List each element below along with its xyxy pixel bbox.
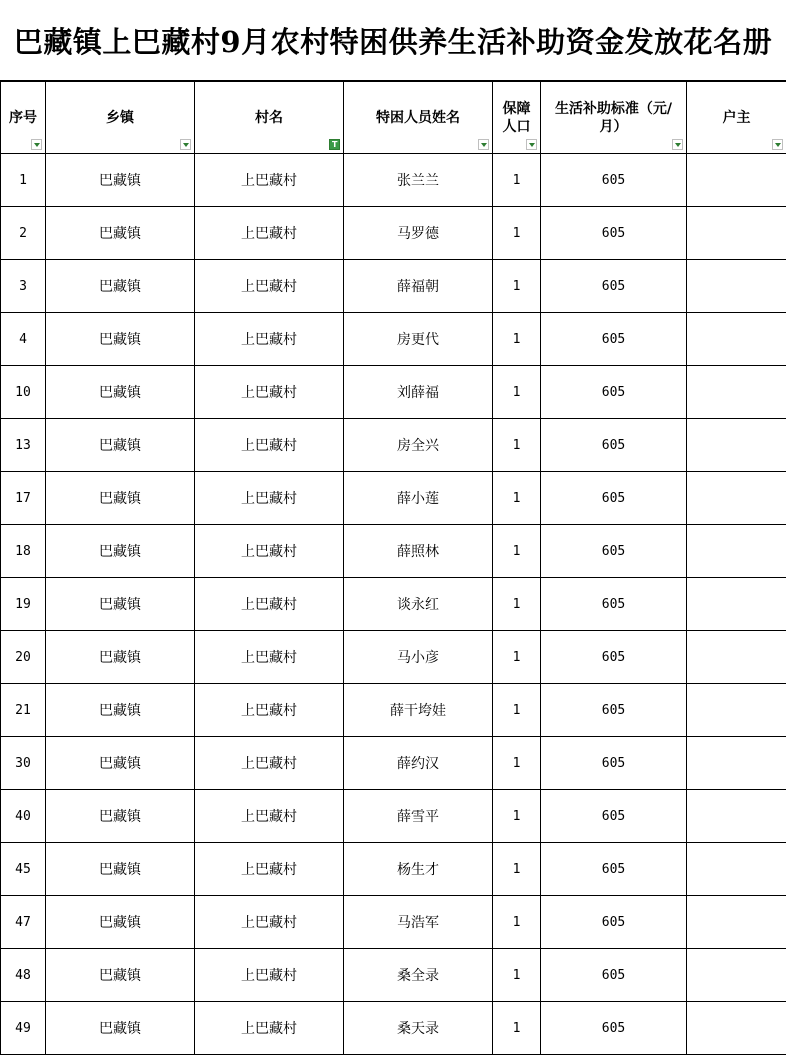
town-cell[interactable]: 巴藏镇 (46, 843, 195, 896)
standard-cell[interactable]: 605 (541, 949, 687, 1002)
town-cell[interactable]: 巴藏镇 (46, 366, 195, 419)
town-cell[interactable]: 巴藏镇 (46, 578, 195, 631)
village-cell[interactable]: 上巴藏村 (195, 737, 344, 790)
table-row (1, 207, 786, 260)
town-cell[interactable]: 巴藏镇 (46, 419, 195, 472)
name-cell[interactable]: 薛福朝 (344, 260, 493, 313)
page-title: 巴藏镇上巴藏村9月农村特困供养生活补助资金发放花名册 (0, 0, 786, 81)
column-label: 特困人员姓名 (344, 109, 492, 127)
town-cell[interactable]: 巴藏镇 (46, 313, 195, 366)
head-cell[interactable] (687, 631, 786, 684)
head-cell[interactable] (687, 1002, 786, 1055)
town-cell[interactable]: 巴藏镇 (46, 207, 195, 260)
head-cell[interactable] (687, 790, 786, 843)
village-cell[interactable]: 上巴藏村 (195, 1002, 344, 1055)
head-cell[interactable] (687, 313, 786, 366)
head-cell[interactable] (687, 154, 786, 207)
name-cell[interactable]: 马浩军 (344, 896, 493, 949)
seq-cell[interactable]: 48 (1, 949, 46, 1002)
town-cell[interactable]: 巴藏镇 (46, 896, 195, 949)
name-cell[interactable]: 马罗德 (344, 207, 493, 260)
name-header (344, 82, 493, 154)
people-cell[interactable]: 1 (493, 472, 541, 525)
standard-cell[interactable]: 605 (541, 313, 687, 366)
village-cell[interactable]: 上巴藏村 (195, 207, 344, 260)
table-row (1, 896, 786, 949)
town-header (46, 82, 195, 154)
head-cell[interactable] (687, 472, 786, 525)
people-cell[interactable]: 1 (493, 684, 541, 737)
filter-dropdown-icon[interactable] (478, 139, 489, 150)
table-row (1, 525, 786, 578)
table-row (1, 790, 786, 843)
village-cell[interactable]: 上巴藏村 (195, 843, 344, 896)
seq-cell[interactable]: 19 (1, 578, 46, 631)
column-label: 保障人口 (493, 100, 540, 136)
head-cell[interactable] (687, 419, 786, 472)
town-cell[interactable]: 巴藏镇 (46, 525, 195, 578)
people-cell[interactable]: 1 (493, 737, 541, 790)
table-row (1, 949, 786, 1002)
standard-cell[interactable]: 605 (541, 790, 687, 843)
seq-cell[interactable]: 13 (1, 419, 46, 472)
seq-cell[interactable]: 4 (1, 313, 46, 366)
village-cell[interactable]: 上巴藏村 (195, 896, 344, 949)
village-cell[interactable]: 上巴藏村 (195, 525, 344, 578)
people-cell[interactable]: 1 (493, 260, 541, 313)
people-cell[interactable]: 1 (493, 154, 541, 207)
head-cell[interactable] (687, 525, 786, 578)
standard-cell[interactable]: 605 (541, 896, 687, 949)
standard-cell[interactable]: 605 (541, 260, 687, 313)
filter-dropdown-icon[interactable] (31, 139, 42, 150)
table-row (1, 578, 786, 631)
seq-cell[interactable]: 18 (1, 525, 46, 578)
standard-cell[interactable]: 605 (541, 737, 687, 790)
town-cell[interactable]: 巴藏镇 (46, 472, 195, 525)
village-cell[interactable]: 上巴藏村 (195, 684, 344, 737)
table-row (1, 366, 786, 419)
table-row (1, 843, 786, 896)
name-cell[interactable]: 桑天录 (344, 1002, 493, 1055)
filter-applied-icon[interactable] (329, 139, 340, 150)
seq-header (1, 82, 46, 154)
seq-cell[interactable]: 10 (1, 366, 46, 419)
table-row (1, 260, 786, 313)
standard-cell[interactable]: 605 (541, 631, 687, 684)
seq-cell[interactable]: 1 (1, 154, 46, 207)
town-cell[interactable]: 巴藏镇 (46, 790, 195, 843)
table-body (1, 154, 786, 1055)
filter-dropdown-icon[interactable] (772, 139, 783, 150)
village-cell[interactable]: 上巴藏村 (195, 366, 344, 419)
column-label: 户主 (687, 109, 786, 127)
standard-header (541, 82, 687, 154)
people-cell[interactable]: 1 (493, 525, 541, 578)
standard-cell[interactable]: 605 (541, 154, 687, 207)
village-cell[interactable]: 上巴藏村 (195, 790, 344, 843)
table-row (1, 472, 786, 525)
head-cell[interactable] (687, 578, 786, 631)
name-cell[interactable]: 刘薛福 (344, 366, 493, 419)
people-cell[interactable]: 1 (493, 366, 541, 419)
name-cell[interactable]: 桑全录 (344, 949, 493, 1002)
table-row (1, 684, 786, 737)
name-cell[interactable]: 薛约汉 (344, 737, 493, 790)
standard-cell[interactable]: 605 (541, 578, 687, 631)
standard-cell[interactable]: 605 (541, 525, 687, 578)
column-label: 乡镇 (46, 109, 194, 127)
village-cell[interactable]: 上巴藏村 (195, 472, 344, 525)
table-row (1, 313, 786, 366)
people-header (493, 82, 541, 154)
village-cell[interactable]: 上巴藏村 (195, 313, 344, 366)
head-cell[interactable] (687, 737, 786, 790)
people-cell[interactable]: 1 (493, 843, 541, 896)
village-cell[interactable]: 上巴藏村 (195, 419, 344, 472)
name-cell[interactable]: 薛干垮娃 (344, 684, 493, 737)
roster-table (0, 81, 786, 1055)
people-cell[interactable]: 1 (493, 790, 541, 843)
standard-cell[interactable]: 605 (541, 843, 687, 896)
filter-dropdown-icon[interactable] (672, 139, 683, 150)
seq-cell[interactable]: 49 (1, 1002, 46, 1055)
standard-cell[interactable]: 605 (541, 684, 687, 737)
table-row (1, 631, 786, 684)
name-cell[interactable]: 杨生才 (344, 843, 493, 896)
seq-cell[interactable]: 45 (1, 843, 46, 896)
head-header (687, 82, 786, 154)
seq-cell[interactable]: 3 (1, 260, 46, 313)
head-cell[interactable] (687, 843, 786, 896)
town-cell[interactable]: 巴藏镇 (46, 949, 195, 1002)
people-cell[interactable]: 1 (493, 207, 541, 260)
head-cell[interactable] (687, 684, 786, 737)
village-cell[interactable]: 上巴藏村 (195, 260, 344, 313)
name-cell[interactable]: 张兰兰 (344, 154, 493, 207)
town-cell[interactable]: 巴藏镇 (46, 154, 195, 207)
people-cell[interactable]: 1 (493, 419, 541, 472)
people-cell[interactable]: 1 (493, 631, 541, 684)
name-cell[interactable]: 薛小莲 (344, 472, 493, 525)
seq-cell[interactable]: 2 (1, 207, 46, 260)
column-label: 序号 (1, 109, 45, 127)
header-row (1, 82, 786, 154)
name-cell[interactable]: 马小彦 (344, 631, 493, 684)
people-cell[interactable]: 1 (493, 313, 541, 366)
seq-cell[interactable]: 47 (1, 896, 46, 949)
town-cell[interactable]: 巴藏镇 (46, 631, 195, 684)
standard-cell[interactable]: 605 (541, 1002, 687, 1055)
village-header (195, 82, 344, 154)
head-cell[interactable] (687, 207, 786, 260)
name-cell[interactable]: 房更代 (344, 313, 493, 366)
people-cell[interactable]: 1 (493, 578, 541, 631)
town-cell[interactable]: 巴藏镇 (46, 1002, 195, 1055)
head-cell[interactable] (687, 896, 786, 949)
seq-cell[interactable]: 20 (1, 631, 46, 684)
head-cell[interactable] (687, 260, 786, 313)
name-cell[interactable]: 谈永红 (344, 578, 493, 631)
seq-cell[interactable]: 21 (1, 684, 46, 737)
head-cell[interactable] (687, 949, 786, 1002)
table-row (1, 154, 786, 207)
head-cell[interactable] (687, 366, 786, 419)
village-cell[interactable]: 上巴藏村 (195, 631, 344, 684)
town-cell[interactable]: 巴藏镇 (46, 260, 195, 313)
seq-cell[interactable]: 30 (1, 737, 46, 790)
standard-cell[interactable]: 605 (541, 419, 687, 472)
seq-cell[interactable]: 17 (1, 472, 46, 525)
name-cell[interactable]: 薛雪平 (344, 790, 493, 843)
village-cell[interactable]: 上巴藏村 (195, 949, 344, 1002)
village-cell[interactable]: 上巴藏村 (195, 578, 344, 631)
table-row (1, 1002, 786, 1055)
name-cell[interactable]: 薛照林 (344, 525, 493, 578)
village-cell[interactable]: 上巴藏村 (195, 154, 344, 207)
town-cell[interactable]: 巴藏镇 (46, 684, 195, 737)
filter-dropdown-icon[interactable] (526, 139, 537, 150)
people-cell[interactable]: 1 (493, 896, 541, 949)
name-cell[interactable]: 房全兴 (344, 419, 493, 472)
town-cell[interactable]: 巴藏镇 (46, 737, 195, 790)
table-row (1, 737, 786, 790)
table-row (1, 419, 786, 472)
people-cell[interactable]: 1 (493, 949, 541, 1002)
seq-cell[interactable]: 40 (1, 790, 46, 843)
column-label: 生活补助标准（元/月） (541, 100, 686, 136)
standard-cell[interactable]: 605 (541, 366, 687, 419)
standard-cell[interactable]: 605 (541, 207, 687, 260)
column-label: 村名 (195, 109, 343, 127)
filter-dropdown-icon[interactable] (180, 139, 191, 150)
standard-cell[interactable]: 605 (541, 472, 687, 525)
people-cell[interactable]: 1 (493, 1002, 541, 1055)
